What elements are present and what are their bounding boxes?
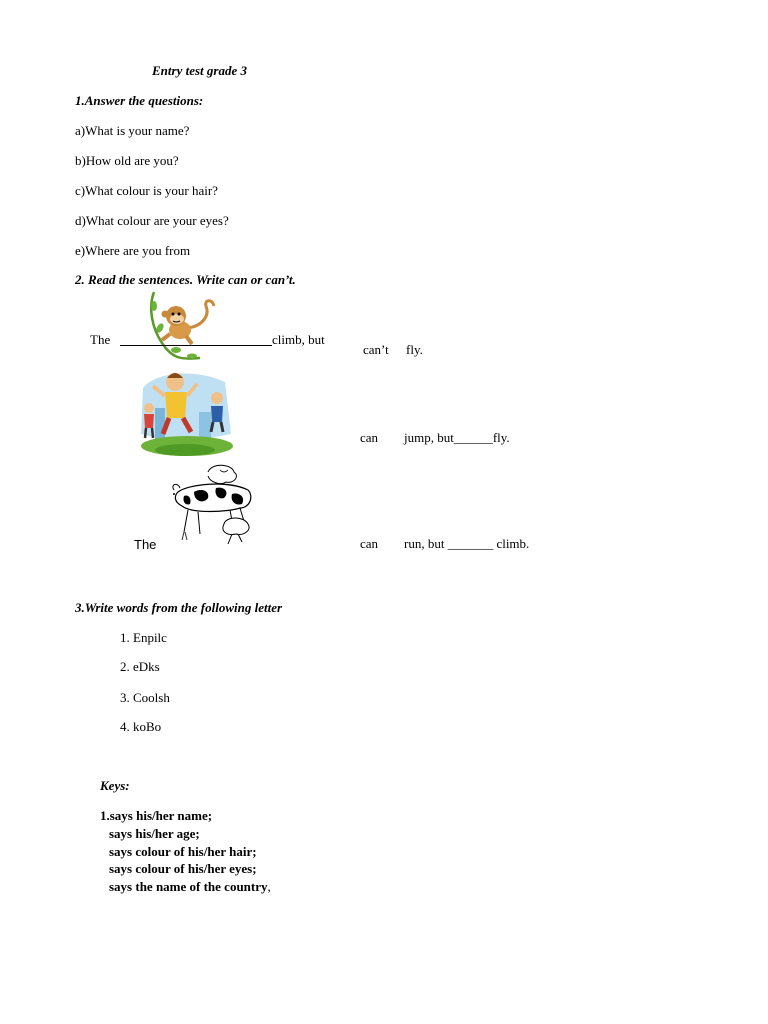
row1-blank[interactable] [120, 345, 272, 346]
row1-fly: fly. [406, 342, 423, 357]
document-title: Entry test grade 3 [152, 63, 247, 78]
row2-jump-but-fly: jump, but______fly. [404, 430, 510, 445]
question-b: b)How old are you? [75, 153, 179, 168]
row1-the: The [90, 332, 111, 347]
keys-heading: Keys: [100, 778, 130, 793]
section3-heading: 3.Write words from the following letter [75, 600, 283, 615]
section2-heading: 2. Read the sentences. Write can or can’t. [75, 272, 296, 287]
question-d: d)What colour are your eyes? [75, 213, 229, 228]
row1-climb-but: climb, but [272, 332, 325, 347]
question-e: e)Where are you from [75, 243, 191, 258]
key-line-2: says his/her age; [109, 826, 200, 841]
kids-jumping-illustration [135, 368, 235, 460]
word-item-2: 2. eDks [120, 659, 160, 674]
question-c: c)What colour is your hair? [75, 183, 218, 198]
row2-can: can [360, 430, 379, 445]
question-a: a)What is your name? [75, 123, 190, 138]
key-line-5 [109, 879, 271, 895]
key-line-4: says colour of his/her eyes; [109, 861, 257, 876]
row3-run-but-climb: run, but _______ climb. [404, 536, 530, 551]
word-item-3: 3. Coolsh [120, 690, 170, 705]
section1-heading: 1.Answer the questions: [75, 93, 204, 108]
key-line-5-comma: , [267, 879, 271, 894]
word-item-4: 4. koBo [120, 719, 162, 734]
key-line-1: 1.says his/her name; [100, 808, 213, 823]
row1-cant: can’t [363, 342, 389, 357]
monkey-illustration [140, 288, 220, 363]
word-item-1: 1. Enpilc [120, 630, 167, 645]
row3-can: can [360, 536, 379, 551]
key-line-3: says colour of his/her hair; [109, 844, 257, 859]
key-line-5-text: says the name of the country [109, 879, 268, 894]
cow-illustration [168, 462, 258, 550]
row3-the: The [134, 537, 157, 552]
